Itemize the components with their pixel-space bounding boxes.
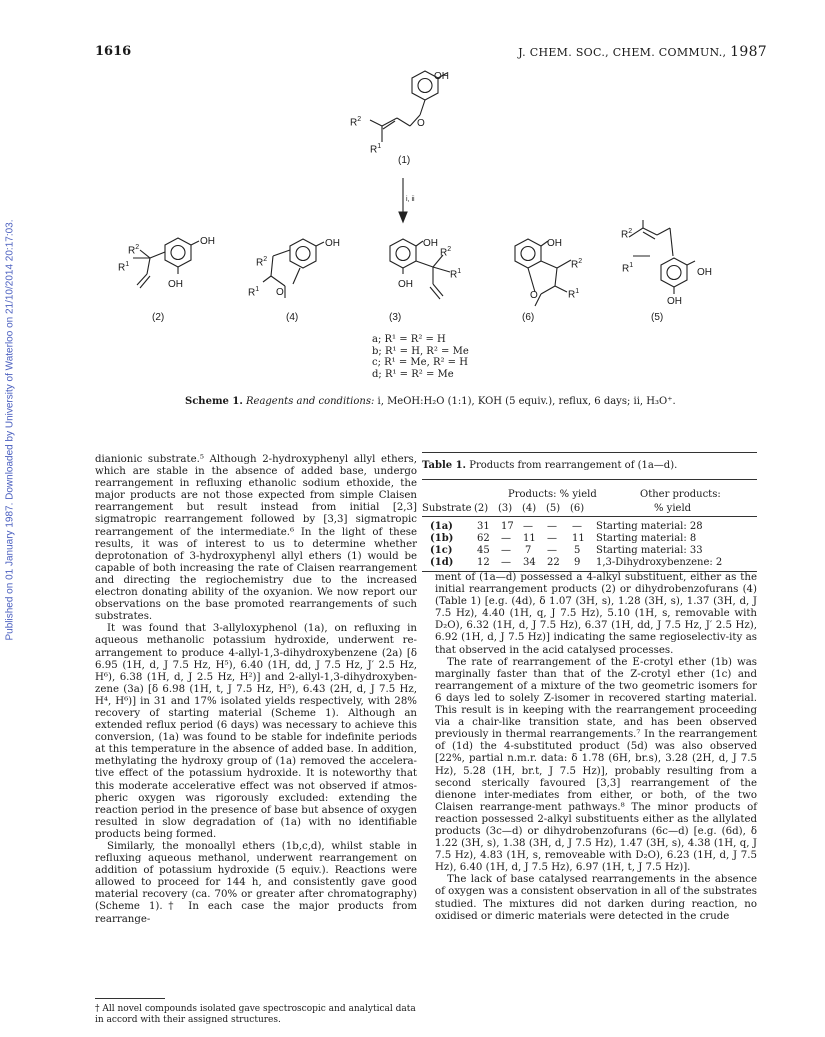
table-cell: — (547, 533, 557, 544)
table-cell: 17 (501, 521, 514, 532)
label-r1-6: $R^1$ (568, 288, 580, 301)
footnote-rule (95, 998, 165, 999)
table-header-6: (6) (570, 503, 585, 514)
table-header-2: (2) (474, 503, 489, 514)
table-title-text: Products from rearrangement of (1a—d). (466, 460, 678, 471)
structure-6 (515, 239, 571, 306)
table-rule-header (422, 516, 757, 517)
label-oh-2a: OH (200, 236, 215, 247)
variant-b: b; R¹ = H, R² = Me (372, 345, 469, 357)
table-group-other: Other products: (640, 489, 721, 500)
label-oh-2b: OH (168, 279, 183, 290)
label-oh-5b: OH (667, 296, 682, 307)
table-row-sub: (1b) (430, 533, 454, 544)
table-header-substrate: Substrate (422, 503, 472, 514)
compound-label-3: (3) (389, 312, 402, 323)
table-cell: Starting material: 28 (596, 521, 703, 532)
compound-label-1: (1) (398, 155, 411, 166)
label-oh-5a: OH (697, 267, 712, 278)
table-cell: — (523, 521, 533, 532)
right-paragraph-1: ment of (1a—d) possessed a 4-alkyl substituent, either as the initial rearrangement products (2) or dihydrobenzofurans (4) (Table 1) [e.g. (4d), δ 1.07 (3H, s), 1.28 (3H, s), 1.37 (3H, d, J 7.5 Hz), 4.40 (1H, q, J 7.5 Hz), 5.10 (1H, s, removable with D₂O), 6.32 (1H, d, J 7.5 Hz), 6.37 (1H, dd, J 7.5 Hz, J′ 2.5 Hz), 6.92 (1H, d, J 7.5 Hz)] indicating the same regioselectiv-ity as that observed in the acid catalysed processes. (435, 572, 757, 656)
arrow-reagents: i, ii (406, 196, 415, 203)
table-cell: 62 (477, 533, 490, 544)
substituent-key (372, 334, 469, 380)
caption-text: i, MeOH:H₂O (1:1), KOH (5 equiv.), reflux, 6 days; ii, H₃O⁺. (374, 396, 676, 407)
table-row-sub: (1a) (430, 521, 453, 532)
table-cell: 1,3-Dihydroxybenzene: 2 (596, 557, 723, 568)
caption-italic: Reagents and conditions: (246, 396, 375, 407)
structure-2 (133, 238, 199, 288)
label-oh-1: OH (434, 71, 449, 82)
table-row-sub: (1d) (430, 557, 454, 568)
label-oh-6: OH (547, 238, 562, 249)
table-cell: — (547, 521, 557, 532)
caption-label: Scheme 1. (185, 396, 243, 407)
table-group-products: Products: % yield (508, 489, 597, 500)
table-title (422, 460, 677, 471)
table-rule-top (422, 452, 757, 453)
scheme-structures (95, 60, 775, 330)
left-column (95, 454, 417, 926)
table-cell: — (501, 545, 511, 556)
download-note: Published on 01 January 1987. Downloaded by University of Waterloo on 21/10/2014 20:17:03. (4, 219, 16, 641)
journal-header (518, 44, 767, 60)
table-cell: 11 (523, 533, 536, 544)
table-cell: 7 (525, 545, 532, 556)
label-oh-3b: OH (398, 279, 413, 290)
table-cell: 5 (574, 545, 581, 556)
scheme-caption (185, 396, 676, 407)
table-header-5: (5) (546, 503, 561, 514)
label-oh-3a: OH (423, 238, 438, 249)
compound-label-5: (5) (651, 312, 664, 323)
table-group-other2: % yield (654, 503, 692, 514)
label-r1-5: $R^1$ (622, 262, 634, 275)
table-label: Table 1. (422, 460, 467, 471)
variant-d: d; R¹ = R² = Me (372, 368, 454, 380)
table-cell: — (572, 521, 582, 532)
label-r1-2: $R^1$ (118, 261, 130, 274)
table-cell: 11 (572, 533, 585, 544)
table-cell: Starting material: 8 (596, 533, 697, 544)
table-header-4: (4) (522, 503, 537, 514)
journal-name: J. CHEM. SOC., CHEM. COMMUN., (518, 46, 727, 59)
label-oh-4: OH (325, 238, 340, 249)
right-column (435, 572, 757, 923)
label-o-6: O (530, 290, 538, 301)
structure-4 (263, 239, 324, 298)
right-paragraph-2: The rate of rearrangement of the E-crotyl ether (1b) was marginally faster than that of the Z-crotyl ether (1c) and rearrangement of a mixture of the two geometric isomers for 6 days led to solely Z-isomer in recovered starting material. This result is in keeping with the rearrangement proceeding via a chair-like transition state, and has been observed previously in thermal rearrangements.⁷ In the rearrangement of (1d) the 4-substituted product (5d) was also observed [22%, partial n.m.r. data: δ 1.78 (6H, br.s), 3.28 (2H, d, J 7.5 Hz), 5.28 (1H, br.t, J 7.5 Hz)], probably resulting from a second sterically favoured [3,3] rearrangement of the dienone inter-mediates from either, or both, of the two Claisen rearrange-ment pathways.⁸ The minor products of reaction possessed 2-alkyl substituents either as the allylated products (3c—d) or dihydrobenzofurans (6c—d) [e.g. (6d), δ 1.22 (3H, s), 1.38 (3H, d, J 7.5 Hz), 1.47 (3H, s), 4.38 (1H, q, J 7.5 Hz), 4.83 (1H, s, removeable with D₂O), 6.23 (1H, d, J 7.5 Hz), 6.40 (1H, d, J 7.5 Hz), 6.97 (1H, t, J 7.5 Hz)]. (435, 656, 757, 874)
right-paragraph-3: The lack of base catalysed rearrangements in the absence of oxygen was a consistent observation in all of the substrates studied. The mixtures did not darken during reaction, no oxidised or dimeric materials were detected in the crude (435, 874, 757, 922)
label-r2-6: $R^2$ (571, 258, 583, 271)
table-cell: 12 (477, 557, 490, 568)
compound-label-6: (6) (522, 312, 535, 323)
left-paragraph-3: Similarly, the monoallyl ethers (1b,c,d), whilst stable in refluxing aqueous methanol, underwent rearrangement on addition of potassium hydroxide (5 equiv.). Reactions were allowed to proceed for 144 h, and consistently gave good material recovery (ca. 70% or greater after chromatography) (Scheme 1).† In each case the major products from rearrange- (95, 841, 417, 925)
compound-label-4: (4) (286, 312, 299, 323)
table-rule-title (422, 479, 757, 480)
page-number: 1616 (95, 44, 132, 59)
footnote: † All novel compounds isolated gave spectroscopic and analytical data in accord with their assigned structures. (95, 1004, 416, 1025)
table-header-3: (3) (498, 503, 513, 514)
left-paragraph-1: dianionic substrate.⁵ Although 2-hydroxyphenyl allyl ethers, which are stable in the absence of added base, undergo rearrangement in refluxing ethanolic sodium ethoxide, the major products are not those expected from simple Claisen rearrangement but result instead from initial [2,3] sigmatropic rearrangement followed by [3,3] sigmatropic rearrangement of the intermediate.⁶ In the light of these results, it was of interest to us to determine whether deprotonation of 3-hydroxyphenyl allyl ethers (1) would be capable of both increasing the rate of Claisen rearrangement and directing the regiochemistry due to the increased electron donating ability of the oxyanion. We now report our observations on the base promoted rearrangements of such substrates. (95, 454, 417, 623)
download-watermark (2, 150, 18, 710)
table-cell: Starting material: 33 (596, 545, 703, 556)
variant-a: a; R¹ = R² = H (372, 334, 446, 345)
left-paragraph-2: It was found that 3-allyloxyphenol (1a), on refluxing in aqueous methanolic potassium hydroxide, underwent re-arrangement to produce 4-allyl-1,3-dihydroxybenzene (2a) [δ 6.95 (1H, d, J 7.5 Hz, H⁵), 6.40 (1H, dd, J 7.5 Hz, J′ 2.5 Hz, H⁶), 6.38 (1H, d, J 2.5 Hz, H²)] and 2-allyl-1,3-dihydroxyben-zene (3a) [δ 6.98 (1H, t, J 7.5 Hz, H⁵), 6.43 (2H, d, J 7.5 Hz, H⁴, H⁶)] in 31 and 17% isolated yields respectively, with 28% recovery of starting material (Scheme 1). Although an extended reflux period (6 days) was necessary to achieve this conversion, (1a) was found to be stable for indefinite periods at this temperature in the absence of added base. In addition, methylating the hydroxy group of (1a) removed the accelera-tive effect of the potassium hydroxide. It is noteworthy that this moderate accelerative effect was not observed if atmos-pheric oxygen was rigorously excluded: extending the reaction period in the presence of base but absence of oxygen resulted in slow degradation of (1a) with no identifiable products being formed. (95, 623, 417, 840)
table-cell: 34 (523, 557, 536, 568)
label-r1-1: $R^1$ (370, 143, 382, 156)
label-o-1: O (417, 118, 425, 129)
label-r2-3: $R^2$ (440, 246, 452, 259)
table-cell: 31 (477, 521, 490, 532)
structure-5 (629, 220, 695, 294)
table-cell: 9 (574, 557, 581, 568)
label-r2-4: $R^2$ (256, 256, 268, 269)
table-cell: 22 (547, 557, 560, 568)
label-r2-1: $R^2$ (350, 116, 362, 129)
variant-c: c; R¹ = Me, R² = H (372, 357, 468, 368)
label-r2-2: $R^2$ (128, 244, 140, 257)
journal-year: 1987 (730, 44, 767, 60)
label-r1-4: $R^1$ (248, 286, 260, 299)
label-o-4: O (276, 287, 284, 298)
table-cell: — (547, 545, 557, 556)
table-row-sub: (1c) (430, 545, 453, 556)
label-r1-3: $R^1$ (450, 268, 462, 281)
table-cell: — (501, 533, 511, 544)
table-cell: — (501, 557, 511, 568)
label-r2-5: $R^2$ (621, 228, 633, 241)
compound-label-2: (2) (152, 312, 165, 323)
table-cell: 45 (477, 545, 490, 556)
